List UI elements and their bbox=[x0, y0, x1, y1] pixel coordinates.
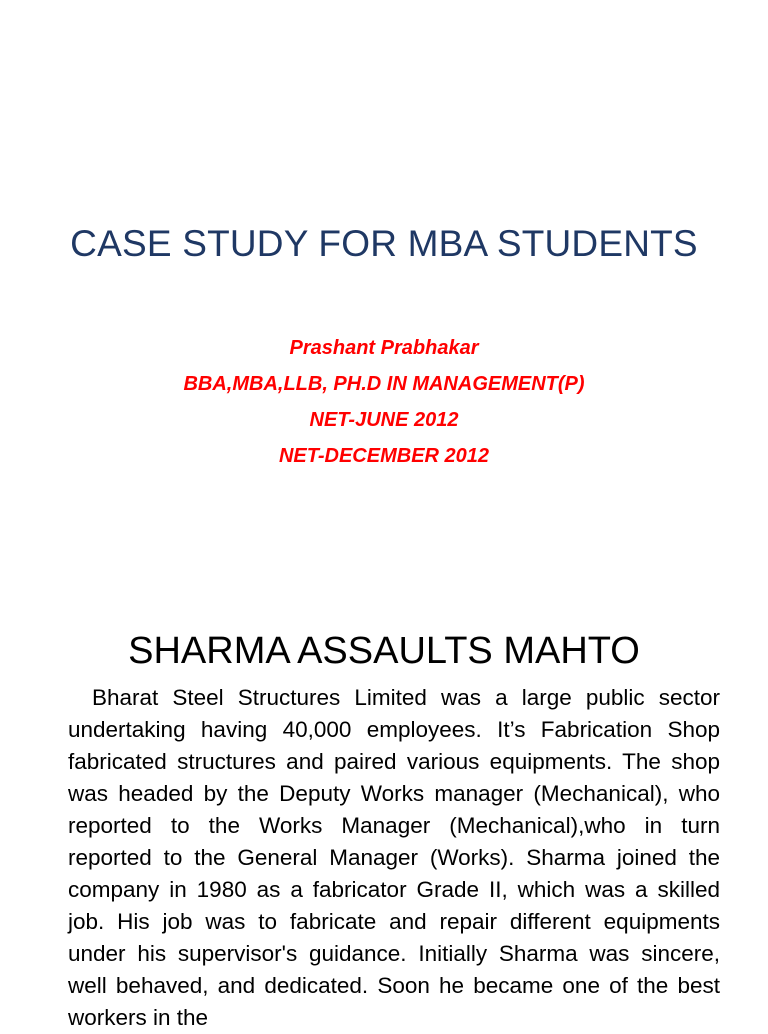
net-december: NET-DECEMBER 2012 bbox=[278, 445, 490, 467]
author-block bbox=[0, 334, 768, 478]
slide-title: CASE STUDY FOR MBA STUDENTS bbox=[70, 223, 698, 264]
net-june: NET-JUNE 2012 bbox=[309, 409, 459, 431]
author-credentials: BBA,MBA,LLB, PH.D IN MANAGEMENT(P) bbox=[183, 373, 585, 395]
case-heading: SHARMA ASSAULTS MAHTO bbox=[128, 630, 640, 672]
author-name: Prashant Prabhakar bbox=[289, 337, 479, 359]
case-paragraph: Bharat Steel Structures Limited was a large public sector undertaking having 40,000 employees. It’s Fabrication Shop fabricated structures and paired various equipments. The shop was headed by the Deputy Works manager (Mechanical), who reported to the Works Manager (Mechanical),who in turn reported to the General Manager (Works). Sharma joined the company in 1980 as a fabricator Grade II, which was a skilled job. His job was to fabricate and repair different equipments under his supervisor's guidance. Initially Sharma was sincere, well behaved, and dedicated. Soon he became one of the best workers in the bbox=[68, 685, 720, 1030]
